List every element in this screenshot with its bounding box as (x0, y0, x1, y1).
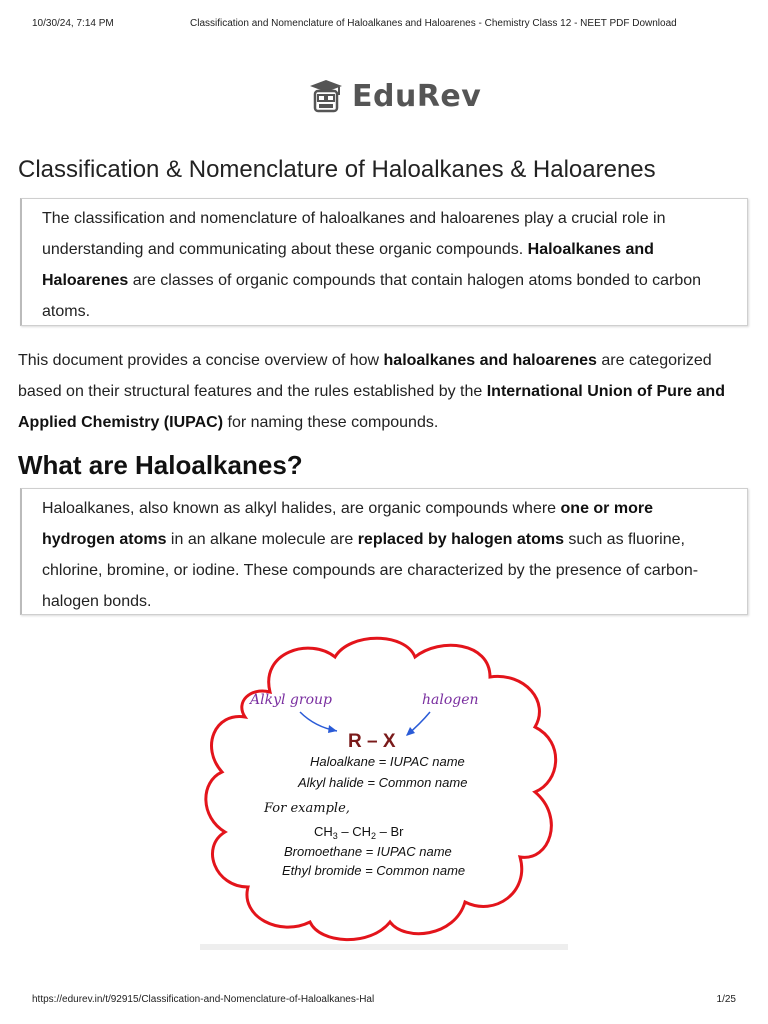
haloalkane-cloud-figure (200, 632, 568, 952)
print-datetime: 10/30/24, 7:14 PM (32, 18, 114, 29)
formula-sub-a: 3 (332, 831, 338, 841)
definition-bold-2: replaced by halogen atoms (357, 531, 564, 548)
intro-text-2: are classes of organic compounds that contain halogen atoms bonded to carbon atoms. (42, 272, 702, 320)
ethyl-bromide-line: Ethyl bromide = Common name (282, 863, 466, 878)
definition-text-1: Haloalkanes, also known as alkyl halides, are organic compounds where (42, 500, 561, 517)
example-formula (314, 824, 404, 841)
overview-paragraph (18, 345, 748, 438)
rx-formula: R – X (348, 731, 396, 752)
cloud-diagram (200, 632, 568, 952)
alkyl-group-label: Alkyl group (250, 692, 332, 708)
overview-text-3: for naming these compounds. (223, 414, 439, 431)
example-label: For example, (264, 801, 350, 816)
section-heading: What are Haloalkanes? (18, 450, 303, 480)
figure-bottom-strip (200, 944, 568, 950)
iupac-name-line: Haloalkane = IUPAC name (310, 754, 465, 769)
halogen-label: halogen (422, 692, 479, 708)
definition-bold-1: one or more hydrogen atoms (42, 500, 653, 548)
intro-callout (20, 198, 748, 326)
intro-bold-1: Haloalkanes and Haloarenes (42, 241, 654, 289)
definition-text-2: in an alkane molecule are (166, 531, 358, 548)
bromoethane-line: Bromoethane = IUPAC name (284, 844, 452, 859)
print-url: https://edurev.in/t/92915/Classification-and-Nomenclature-of-Haloalkanes-Hal (32, 994, 375, 1005)
formula-part-a: CH (314, 824, 333, 839)
definition-callout (20, 488, 748, 615)
graduate-mascot-icon (306, 78, 346, 114)
formula-part-b: – CH (337, 824, 372, 839)
logo-text: EduRev (352, 78, 482, 114)
overview-text-1: This document provides a concise overview of how (18, 352, 384, 369)
formula-sub-b: 2 (371, 831, 377, 841)
overview-text-2: are categorized based on their structural features and the rules established by the (18, 352, 712, 400)
overview-bold-1: haloalkanes and haloarenes (383, 352, 597, 369)
edurev-logo[interactable] (306, 78, 481, 114)
overview-bold-2: International Union of Pure and Applied Chemistry (IUPAC) (18, 383, 725, 431)
page-title: Classification & Nomenclature of Haloalkanes & Haloarenes (18, 156, 656, 183)
intro-text-1: The classification and nomenclature of haloalkanes and haloarenes play a crucial role in understanding and communicating about these organic compounds. (42, 210, 666, 258)
formula-part-c: – Br (376, 824, 404, 839)
print-page-title: Classification and Nomenclature of Haloalkanes and Haloarenes - Chemistry Class 12 - NEET PDF Download (190, 18, 677, 29)
definition-text-3: such as fluorine, chlorine, bromine, or iodine. These compounds are characterized by the presence of carbon-halogen bonds. (42, 531, 699, 610)
page-number: 1/25 (716, 994, 736, 1005)
common-name-line: Alkyl halide = Common name (298, 775, 468, 790)
